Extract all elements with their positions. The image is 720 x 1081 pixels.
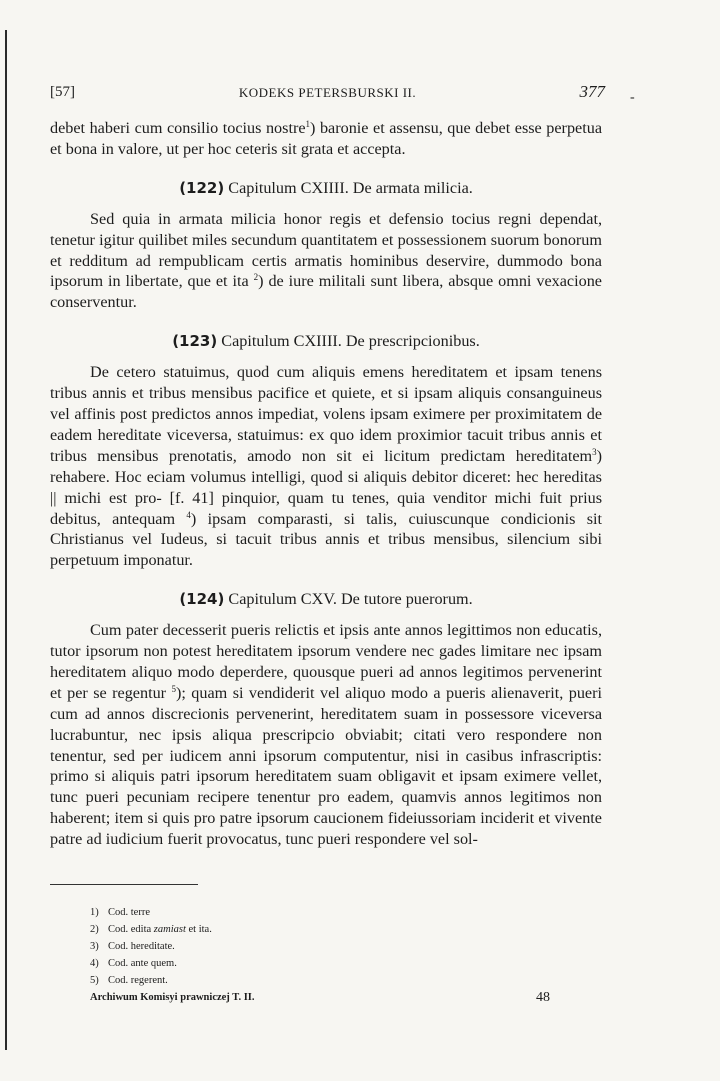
publication-title: Archiwum Komisyi prawniczej T. II. bbox=[90, 992, 255, 1003]
page-edge-rule bbox=[5, 30, 7, 1050]
footnote: 1) Cod. terre bbox=[90, 907, 150, 918]
chapter-title: Capitulum CXIIII. De armata milicia. bbox=[228, 178, 473, 197]
main-text bbox=[50, 118, 602, 850]
margin-mark: - bbox=[630, 90, 635, 105]
footnote: 4) Cod. ante quem. bbox=[90, 958, 177, 969]
chapter-number: (123) bbox=[172, 332, 218, 351]
footnote-ref: 1 bbox=[305, 119, 311, 129]
page-footer bbox=[90, 992, 550, 1008]
chapter-paragraph-124: Cum pater decesserit pueris relictis et ipsis ante annos legittimos non educatis, tutor ipsorum non potest hereditatem ipsorum vendere nec gades limitare nec ipsam hereditatem aliquo modo deperdere, quousque pueri ad annos legitimos pervenerint et per se regentur $^5$); quam si vendiderit vel aliquo modo a pueris alienaverit, pueri cum ad annos discrecionis pervenerint, hereditatem suam in possessore viceversa lucrabuntur, nec ipsis aliqua prescripcio obviabit; citati vero respondere non tenentur, sed per iudicem anni ipsorum computentur, nisi in casibus infrascriptis: primo si aliquis patri ipsorum hereditatem suam obligavit et ipsam eximere vellet, tunc pueri pecuniam recipere tenentur pro eadem, quamvis annos legitimos non haberent; item si quis pro patre ipsorum caucionem fideiussoriam inciderit et vivente patre ad iudicium fuerit provocatus, tunc pueri respondere vel sol- bbox=[50, 621, 603, 849]
chapter-paragraph-122: Sed quia in armata milicia honor regis et defensio tocius regni dependat, tenetur igitur quilibet miles secundum quantitatem et possessionem suorum bonorum et redditum ad rempublicam certis armatis hominibus deservire, dummodo bona ipsorum in libertate, que et ita $^2$) de iure militali sunt libera, absque omni vexacione conserventur. bbox=[50, 209, 602, 312]
footnotes bbox=[90, 904, 390, 989]
footnote: 5) Cod. regerent. bbox=[90, 975, 168, 986]
section-number: [57] bbox=[50, 84, 75, 100]
chapter-number: (124) bbox=[179, 590, 225, 609]
running-title: KODEKS PETERSBURSKI II. bbox=[238, 85, 417, 100]
footnote-ref: 4 bbox=[186, 509, 191, 520]
page-number: 377 bbox=[579, 82, 605, 101]
footnote-ref: 5 bbox=[171, 683, 176, 694]
chapter-title: Capitulum CXIIII. De prescripcionibus. bbox=[221, 332, 480, 351]
footnote: 2) Cod. edita zamiast et ita. bbox=[90, 924, 212, 935]
chapter-title: Capitulum CXV. De tutore puerorum. bbox=[228, 590, 473, 609]
signature-number: 48 bbox=[536, 990, 550, 1005]
footnote-ref: 2 bbox=[253, 272, 259, 283]
footnote-ref: 3 bbox=[592, 446, 597, 457]
continuation-paragraph: debet haberi cum consilio tocius nostre$^1$) baronie et assensu, que debet esse perpetua et bona in valore, ut per hoc ceteris sit grata et accepta. bbox=[50, 119, 603, 158]
page-header bbox=[50, 80, 605, 106]
footnote-separator bbox=[50, 884, 198, 885]
chapter-paragraph-123: De cetero statuimus, quod cum aliquis emens hereditatem et ipsam tenens tribus annis et tribus mensibus pacifice et quiete, et si ipsam aliquis consanguineus vel affinis post predictos annos impediat, volens ipsam eximere per proximitatem de eadem hereditate viceversa, statuimus: ex quo idem proximior tacuit tribus annis et tribus mensibus prenotatis, amodo non sit ei licitum predictam hereditatem$^3$) rehabere. Hoc eciam volumus intelligi, quod si aliquis debitor diceret: hec hereditas || michi est pro- [f. 41] pinquior, quam tu tenes, quia venditor michi fuit prius debitus, antequam $^4$) ipsam comparasti, si talis, cuiuscunque condicionis sit Christianus vel Iudeus, si tacuit tribus annis et tribus mensibus, silencium sibi perpetuum imponatur. bbox=[50, 363, 603, 570]
chapter-heading-122 bbox=[50, 178, 602, 199]
chapter-number: (122) bbox=[179, 178, 225, 197]
chapter-heading-124 bbox=[50, 589, 602, 610]
footnote: 3) Cod. hereditate. bbox=[90, 941, 175, 952]
chapter-heading-123 bbox=[50, 331, 602, 352]
